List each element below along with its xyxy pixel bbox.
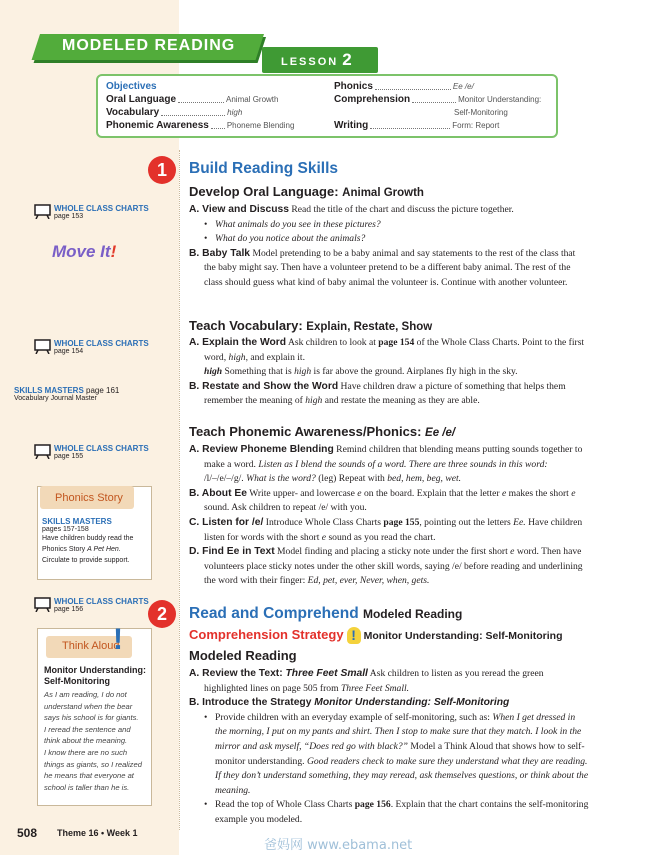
lesson-number: 2 — [342, 50, 352, 69]
sidebar-divider — [179, 150, 180, 830]
phonics-story-title: Phonics Story — [55, 492, 123, 504]
chart-ref-page: page 154 — [54, 348, 84, 355]
modeled-reading-body: A. Review the Text: Three Feet Small Ask children to listen as you reread the green highlighted lines on page 505 from Three Feet Small. B. Introduce the Strategy Monitor Understanding: Self-Monitoring • Provide children with an everyday example of self-monitoring, such as: When I get dressed in the morning, I put on my pants and shirt. Then I stop to make sure that they match. I look in the mirror and ask myself, “Does red go with black?” Model a Think Aloud that shows how to self-monitor understanding. Good readers check to make sure they understand what they are reading. If they don’t understand something, they may reread, ask themselves questions, or think about the meaning. • Read the top of Whole Class Charts page 156. Explain that the chart contains the self-monitoring example you modeled. — [189, 667, 589, 828]
watermark: 爸妈网 www.ebama.net — [264, 838, 413, 853]
objective-key: Vocabulary — [106, 107, 160, 118]
comprehension-strategy-heading: Comprehension Strategy ! Monitor Understanding: Self-Monitoring — [189, 627, 563, 644]
modeled-reading-heading: Modeled Reading — [189, 648, 297, 663]
chart-ref-label: WHOLE CLASS CHARTS — [54, 597, 149, 606]
objective-value: Ee /e/ — [452, 82, 474, 91]
page-number: 508 — [17, 826, 38, 840]
objective-key: Comprehension — [334, 94, 411, 105]
chart-ref-label: WHOLE CLASS CHARTS — [54, 204, 149, 213]
oral-language-body: A. View and Discuss Read the title of the chart and discuss the picture together. • What animals do you see in these pictures? • What do you notice about the animals? B. Baby Talk Model pretending to be a baby animal and say statements to the rest of the class that the baby might say. Then have a volunteer pretend to be a different baby animal. The rest of the class should guess what kind of baby animal the volunteer is. Continue with another volunteer. — [189, 203, 589, 291]
think-aloud-heading: Monitor Understanding: Self-Monitoring — [44, 665, 146, 686]
skills-page: page 161 — [86, 386, 120, 395]
objective-value: Animal Growth — [226, 95, 279, 104]
lightbulb-icon: ! — [347, 627, 361, 644]
objectives-box — [96, 74, 558, 138]
move-it-logo: Move It! — [52, 242, 117, 261]
chart-easel-icon — [34, 597, 51, 612]
chart-easel-icon — [34, 339, 51, 354]
section-number-1: 1 — [148, 156, 176, 184]
think-aloud-title: Think Aloud — [62, 640, 120, 652]
footer-theme: Theme 16 • Week 1 — [57, 828, 138, 838]
objective-key: Phonemic Awareness — [106, 120, 209, 131]
exclamation-icon: ! — [113, 623, 123, 656]
phonics-story-text: SKILLS MASTERS pages 157-158 Have children buddy read the Phonics Story A Pet Hen. Circulate to provide support. — [42, 517, 146, 566]
think-aloud-body: As I am reading, I do not understand when the bear says his school is for giants. I reread the sentence and think about the meaning. I know there are no such things as giants, so I realized he means that everyone at school is taller than he is. — [44, 690, 142, 792]
skills-masters-161 — [14, 386, 119, 402]
section-number-2: 2 — [148, 600, 176, 628]
chart-easel-icon — [34, 444, 51, 459]
section-title-1: Build Reading Skills — [189, 160, 338, 177]
vocabulary-body: A. Explain the Word Ask children to look at page 154 of the Whole Class Charts. Point to the first word, high, and explain it. high Something that is high is far above the ground. Airplanes fly high in the sky. B. Restate and Show the Word Have children draw a picture of something that helps them remember the meaning of high and restate the meaning as they are able. — [189, 337, 585, 407]
skills-sub: Vocabulary Journal Master — [14, 395, 97, 402]
objectives-heading: Objectives — [106, 81, 157, 92]
banner-title: MODELED READING — [62, 37, 236, 54]
skills-pages: pages 157-158 — [42, 526, 89, 533]
chart-ref-label: WHOLE CLASS CHARTS — [54, 444, 149, 453]
vocabulary-heading: Teach Vocabulary: Explain, Restate, Show — [189, 318, 433, 333]
skills-label: SKILLS MASTERS — [42, 517, 112, 526]
objectives-right — [334, 80, 552, 132]
objective-key: Oral Language — [106, 94, 177, 105]
chart-ref-page: page 156 — [54, 606, 84, 613]
objective-key: Phonics — [334, 81, 373, 92]
phonemic-body: A. Review Phoneme Blending Remind children that blending means putting sounds together to make a word. Listen as I blend the sounds of a word. There are three sounds in this word: /l/–/e/–/g/. What is the word? (leg) Repeat with bed, hem, beg, wet. B. About Ee Write upper- and lowercase e on the board. Explain that the letter e makes the short e sound. Ask children to repeat /e/ with you. C. Listen for /e/ Introduce Whole Class Charts page 155, pointing out the letters Ee. Have children listen for words with the short e sound as you read the chart. D. Find Ee in Text Model finding and placing a sticky note under the first short e word. Then have volunteers place sticky notes under the other skill words, saying /e/ before reading and underlining the word with their finger: Ed, pet, ever, Never, when, gets. — [189, 444, 583, 587]
oral-language-heading: Develop Oral Language: Animal Growth — [189, 184, 424, 199]
objective-value: high — [227, 108, 243, 117]
objectives-left — [106, 80, 306, 132]
chart-ref-page: page 153 — [54, 213, 84, 220]
objective-key: Writing — [334, 120, 369, 131]
objective-value: Monitor Understanding: — [458, 95, 542, 104]
objective-value: Phoneme Blending — [226, 121, 295, 130]
lesson-label: LESSON 2 — [281, 50, 352, 69]
phonemic-heading: Teach Phonemic Awareness/Phonics: Ee /e/ — [189, 424, 456, 439]
chart-ref-page: page 155 — [54, 453, 84, 460]
objective-value: Self-Monitoring — [454, 108, 508, 117]
chart-ref-label: WHOLE CLASS CHARTS — [54, 339, 149, 348]
chart-easel-icon — [34, 204, 51, 219]
section-title-2: Read and Comprehend Modeled Reading — [189, 605, 463, 622]
objective-value: Form: Report — [452, 121, 500, 130]
skills-label: SKILLS MASTERS — [14, 386, 84, 395]
